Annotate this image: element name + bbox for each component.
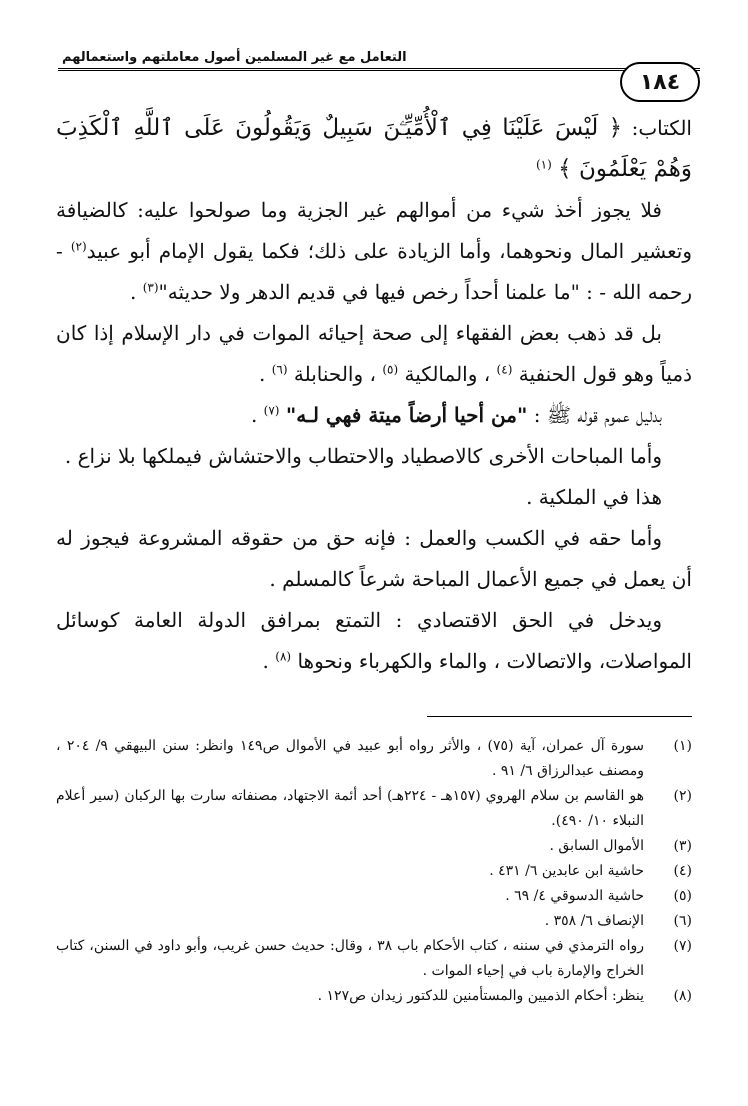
paragraph-text: ، والحنابلة xyxy=(287,362,383,386)
footnote-ref-7: (٧) xyxy=(263,403,280,418)
footnote-text: الأموال السابق . xyxy=(549,838,644,854)
paragraph-text: . xyxy=(262,649,276,673)
paragraph-text: بل قد ذهب بعض الفقهاء إلى صحة إحيائه الموات في دار الإسلام إذا كان ذمياً وهو قول الحنفية xyxy=(56,321,692,386)
footnote-text: سورة آل عمران، آية (٧٥) ، والأثر رواه أبو عبيد في الأموال ص١٤٩ وانظر: سنن البيهقي ٩/ ٢٠٤ ، ومصنف عبدالرزاق ٦/ ٩١ . xyxy=(56,738,644,779)
paragraph-text: ، والمالكية xyxy=(398,362,497,386)
quran-verse: ﴿ لَيْسَ عَلَيْنَا فِي ٱلْأُمِّيِّـۧنَ سَبِيلٌ وَيَقُولُونَ عَلَى ٱللَّهِ ٱلْكَذِبَ وَهُمْ يَعْلَمُونَ ﴾ xyxy=(56,115,692,182)
footnote xyxy=(56,934,692,984)
footnote-text: الإنصاف ٦/ ٣٥٨ . xyxy=(544,913,644,929)
footnote-number: (٤) xyxy=(673,863,692,879)
footnote xyxy=(56,834,692,859)
paragraph-milkiyya: هذا في الملكية . xyxy=(526,485,662,509)
footnote-ref-1: (١) xyxy=(535,157,552,172)
footnote xyxy=(56,784,692,834)
footnote-text: حاشية ابن عابدين ٦/ ٤٣١ . xyxy=(489,863,644,879)
footnote xyxy=(56,734,692,784)
footnote-text: حاشية الدسوقي ٤/ ٦٩ . xyxy=(505,888,644,904)
paragraph-kasb: وأما حقه في الكسب والعمل : فإنه حق من حقوقه المشروعة فيجوز له أن يعمل في جميع الأعمال المباحة شرعاً كالمسلم . xyxy=(56,526,692,591)
paragraph-text: فلا يجوز أخذ شيء من أموالهم غير الجزية وما صولحوا عليه: كالضيافة وتعشير المال ونحوهما، وأما الزيادة على ذلك؛ فكما يقول الإمام أبو عبيد xyxy=(56,198,692,263)
footnote-ref-2: (٢) xyxy=(70,239,87,254)
paragraph-text: ويدخل في الحق الاقتصادي : التمتع بمرافق الدولة العامة كوسائل المواصلات، والاتصالات ، والماء والكهرباء ونحوها xyxy=(56,608,692,673)
footnote xyxy=(56,984,692,1009)
footnote-number: (١) xyxy=(673,738,692,754)
footnote-text: ينظر: أحكام الذميين والمستأمنين للدكتور زيدان ص١٢٧ . xyxy=(317,988,644,1004)
footnote xyxy=(56,884,692,909)
book-label: الكتاب: xyxy=(622,116,692,140)
running-title: التعامل مع غير المسلمين أصول معاملتهم واستعمالهم xyxy=(62,50,407,65)
footnote-ref-5: (٥) xyxy=(382,362,399,377)
footnote-number: (٨) xyxy=(673,988,692,1004)
footnote-number: (٣) xyxy=(673,838,692,854)
paragraph-text: . xyxy=(250,403,264,427)
paragraph-text: بدليل عموم قوله ﷺ : xyxy=(527,403,662,427)
header-rule xyxy=(58,68,700,71)
paragraph-iqtisadi xyxy=(56,600,692,682)
paragraph-mubahat: وأما المباحات الأخرى كالاصطياد والاحتطاب والاحتشاش فيملكها بلا نزاع . xyxy=(64,444,662,468)
footnote-number: (٧) xyxy=(673,938,692,954)
paragraph-text: . xyxy=(258,362,272,386)
paragraph-jizya xyxy=(56,190,692,313)
paragraph-hadith xyxy=(56,395,692,436)
footnote-text: رواه الترمذي في سننه ، كتاب الأحكام باب ٣٨ ، وقال: حديث حسن غريب، وأبو داود في السنن، كتاب الخراج والإمارة باب في إحياء الموات . xyxy=(56,938,644,979)
main-text xyxy=(56,108,692,682)
footnote-number: (٦) xyxy=(673,913,692,929)
paragraph-quran-verse xyxy=(56,108,692,190)
page-number-badge: ١٨٤ xyxy=(620,62,700,102)
hadith-quote: "من أحيا أرضاً ميتة فهي لـه" xyxy=(285,403,528,427)
footnote-ref-4: (٤) xyxy=(496,362,513,377)
page-header xyxy=(58,40,700,95)
paragraph-text: - رحمه الله - : "ما علمنا أحداً رخص فيها في قديم الدهر ولا حديثه" xyxy=(56,239,692,304)
footnote-divider xyxy=(427,716,692,717)
footnote-ref-3: (٣) xyxy=(142,280,159,295)
footnote-ref-6: (٦) xyxy=(271,362,288,377)
footnote-number: (٢) xyxy=(673,788,692,804)
footnote xyxy=(56,909,692,934)
footnote-text: هو القاسم بن سلام الهروي (١٥٧هـ - ٢٢٤هـ) أحد أئمة الاجتهاد، مصنفاته سارت بها الركبان (سير أعلام النبلاء ١٠/ ٤٩٠). xyxy=(56,788,644,829)
footnote-ref-8: (٨) xyxy=(275,649,292,664)
footnotes xyxy=(56,734,692,1009)
footnote xyxy=(56,859,692,884)
paragraph-text: . xyxy=(130,280,143,304)
footnote-number: (٥) xyxy=(673,888,692,904)
paragraph-ihya xyxy=(56,313,692,395)
